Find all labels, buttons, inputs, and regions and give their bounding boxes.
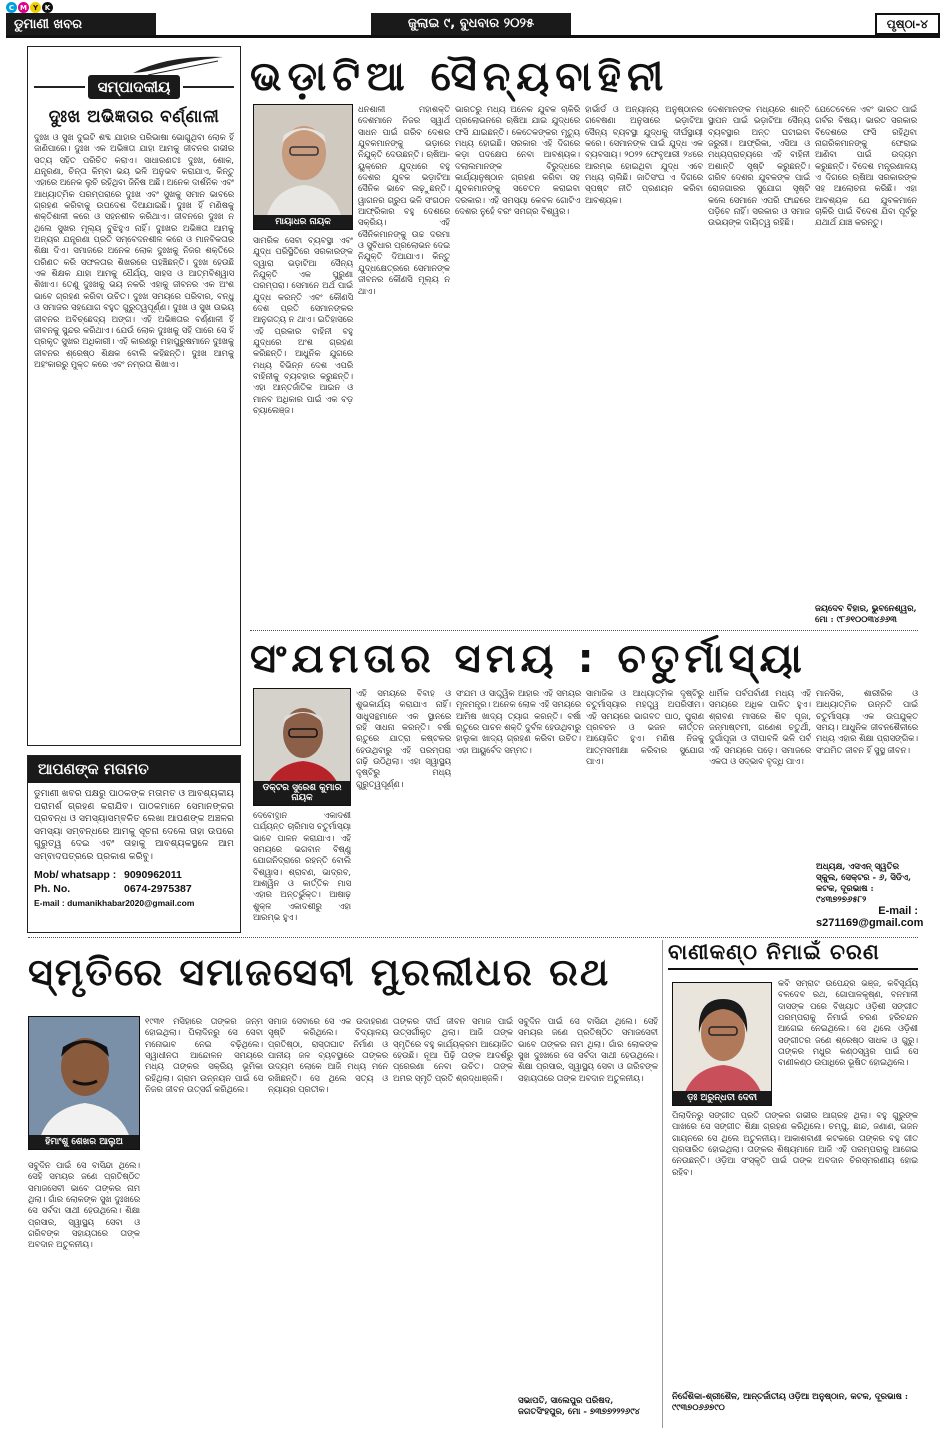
article3-col5: ସବୁଦିନ ପାଇଁ ସେ ବାସିନ୍ଦା ଥିଲେ। ସେହି ସମୟର ଜଣେ ପ୍ରତିଷ୍ଠିତ ସମାଜସେବୀ ଭାବେ ତାଙ୍କର ନାମ ଥିଲା। ଗାଁର ଲୋକଙ୍କ ସୁଖ ଦୁଃଖରେ ସେ ସର୍ବଦା ସାଥୀ ହେଉଥିଲେ। ଶିକ୍ଷା ପ୍ରସାର, ସ୍ୱାସ୍ଥ୍ୟ ସେବା ଓ ଗରିବଙ୍କ ସହାୟତାରେ ତାଙ୍କ ଅବଦାନ ଅତୁଳନୀୟ। xyxy=(518,1016,658,1083)
ph-label: Ph. No. xyxy=(34,883,71,895)
article2-col3: ସଂଯମ ଓ ସାତ୍ତ୍ୱିକ ଆହାର ଏହି ସମୟର ମୂଳମନ୍ତ୍ର। ଅନେକ ଲୋକ ଏହି ସମୟରେ ଆମିଷ ଖାଦ୍ୟ ତ୍ୟାଗ କରନ୍ତି। ବର୍ଷା ଋତୁରେ ପାଚନ ଶକ୍ତି ଦୁର୍ବଳ ହେଉଥିବାରୁ ହାଲୁକା ଖାଦ୍ୟ ଗ୍ରହଣ କରିବା ଉଚିତ। ଏହା ଆୟୁର୍ବେଦ ସମ୍ମତ। xyxy=(456,688,581,755)
article2-caption: ଡକ୍ଟର ସୁରେଶ କୁମାର ନାୟକ xyxy=(254,781,350,805)
cmyk-m: M xyxy=(18,2,29,13)
quill-icon xyxy=(128,53,228,77)
article1-col4: ହାର୍ଭାର୍ଡ ଓ ଅନ୍ୟାନ୍ୟ ଅନୁଷ୍ଠାନର ଗବେଷଣା ଅନୁସାରେ ଭଡ଼ାଟିଆ ସୈନ୍ୟ ବ୍ୟବସ୍ଥା ଯୁଦ୍ଧକୁ ଦୀର୍ଘସ୍ଥାୟୀ କରେ। ସେମାନଙ୍କ ପାଇଁ ଯୁଦ୍ଧ ଏକ ବ୍ୟବସାୟ। ୨୦୨୨ ଫେବୃଆରୀ ୨୪ରେ ଆରମ୍ଭ ହୋଇଥିବା ଯୁଦ୍ଧ ଏବେ ମଧ୍ୟ ଚାଲିଛି। ଜାତିସଂଘ ଏ ଦିଗରେ ସ୍ପଷ୍ଟ ନୀତି ପ୍ରଣୟନ କରିବା ଆବଶ୍ୟକ। xyxy=(585,104,703,205)
article3-col2: ୧୯୩୧ ମସିହାରେ ତାଙ୍କର ଜନ୍ମ ହୋଇଥିଲା। ପିଲାଦିନରୁ ସେ ସେବା ମନୋଭାବ ନେଇ ବଢ଼ିଥିଲେ। ସ୍ୱାଧୀନତା ଆନ୍ଦୋଳନ ସମୟରେ ମଧ୍ୟ ତାଙ୍କର ସକ୍ରିୟ ଭୂମିକା ରହିଥିଲା। ଗ୍ରାମ ଉନ୍ନୟନ ପାଇଁ ସେ ନିଜର ଜୀବନ ଉତ୍ସର୍ଗ କରିଥିଲେ। xyxy=(145,1016,263,1095)
article1-byline: ଜୟଦେବ ବିହାର, ଭୁବନେଶ୍ୱର, ମୋ : ୯୮୬୧୦୦୩୪୬୬୩ xyxy=(815,604,917,625)
article3-byline: ସଭାପତି, ସାଲେପୁର ପରିଷଦ, ଜଗତସିଂହପୁର, ମୋ - ୭୩୭୭୨୨୨୬୯୪ xyxy=(518,1396,640,1417)
article2-byline: ଅଧ୍ୟକ୍ଷ, ଏସଏନ୍ ସ୍ୱତିର ସ୍କୁଲ, ସେକ୍ଟର - ୬, ସିଡିଏ, କଟକ, ଦୂରଭାଷ : ୯୪୩୭୨୭୬୫୮୨ xyxy=(816,862,912,905)
email-label: E-mail : xyxy=(34,898,65,908)
article1-col2: ଧନଶାଳୀ ମହାଶକ୍ତି ଦେଶମାନେ ନିଜର ସ୍ୱାର୍ଥ ସାଧନ ପାଇଁ ଗରିବ ଦେଶର ଯୁବକମାନଙ୍କୁ ଭଡ଼ାରେ ନିଯୁକ୍ତି ଦେଉଛନ୍ତି। ଋଷିଆ-ୟୁକ୍ରେନ ଯୁଦ୍ଧରେ ବହୁ ଦେଶର ଯୁବକ ଭଡ଼ାଟିଆ ସୈନିକ ଭାବେ ଲଢ଼ୁଛନ୍ତି। ୱାଗନର ଗ୍ରୁପ ଭଳି ସଂଗଠନ ଆଫ୍ରିକାର ବହୁ ଦେଶରେ ସକ୍ରିୟ। ଏହି ସୈନିକମାନଙ୍କୁ ଉଚ୍ଚ ଦରମା ଓ ସୁବିଧାର ପ୍ରଲୋଭନ ଦେଇ ନିଯୁକ୍ତି ଦିଆଯାଏ। କିନ୍ତୁ ଯୁଦ୍ଧକ୍ଷେତ୍ରରେ ସେମାନଙ୍କ ଜୀବନର କୌଣସି ମୂଲ୍ୟ ନ ଥାଏ। xyxy=(358,104,450,296)
opinion-box xyxy=(27,755,241,933)
editorial-label: ସମ୍ପାଦକୀୟ xyxy=(88,75,181,99)
article1-col6: ଯେତେବେଳେ ଏବଂ ଭାରତ ପାଇଁ ଗର୍ବର ବିଷୟ। ଭାରତ ସରକାର ବିଦେଶରେ ଫସି ରହିଥିବା ନାଗରିକମାନଙ୍କୁ ଫେରାଇ ଆଣିବା ପାଇଁ ଉଦ୍ୟମ କରୁଛନ୍ତି। ବିଦେଶ ମନ୍ତ୍ରଣାଳୟ ଏ ଦିଗରେ ଋଷିଆ ସରକାରଙ୍କ ସହ ଆଲୋଚନା କରିଛି। ଏହା ଆବଶ୍ୟକ ଯେ ଯୁବକମାନେ ଚାକିରି ପାଇଁ ବିଦେଶ ଯିବା ପୂର୍ବରୁ ଯଥାର୍ଥ ଯାଞ୍ଚ କରନ୍ତୁ। xyxy=(815,104,917,228)
article1-col3: ଭାରତରୁ ମଧ୍ୟ ଅନେକ ଯୁବକ ଚାକିରି ପ୍ରଲୋଭନରେ ଋଷିଆ ଯାଇ ଯୁଦ୍ଧରେ ଫସି ଯାଇଛନ୍ତି। କେତେକଙ୍କର ମୃତ୍ୟୁ ମଧ୍ୟ ହୋଇଛି। ସରକାର ଏହି ଦିଗରେ କଡ଼ା ପଦକ୍ଷେପ ନେବା ଆବଶ୍ୟକ। ଦଲାଲମାନଙ୍କ ବିରୁଦ୍ଧରେ କାର୍ଯ୍ୟାନୁଷ୍ଠାନ ଗ୍ରହଣ କରିବା ସହ ଯୁବକମାନଙ୍କୁ ସଚେତନ କରାଇବା ଦରକାର। ଏହି ସମସ୍ୟା କେବଳ ଗୋଟିଏ ଦେଶର ନୁହେଁ ବରଂ ସମଗ୍ର ବିଶ୍ୱର। xyxy=(455,104,580,217)
article4-photo xyxy=(672,982,772,1106)
editorial-box xyxy=(27,46,241,746)
article3-col3: ସମାଜ ସେବାରେ ସେ ଏକ ଉଦାହରଣ ସୃଷ୍ଟି କରିଥିଲେ। ବିଦ୍ୟାଳୟ ପ୍ରତିଷ୍ଠା, ରାସ୍ତାଘାଟ ନିର୍ମାଣ ଓ ପାନୀୟ ଜଳ ବ୍ୟବସ୍ଥାରେ ତାଙ୍କର ଉଦ୍ୟମ ଲୋକେ ଆଜି ମଧ୍ୟ ମନେ ରଖିଛନ୍ତି। ସେ ଥିଲେ ସତ୍ୟ ଓ ନ୍ୟାୟର ପ୍ରତୀକ। xyxy=(268,1016,388,1095)
portrait-icon xyxy=(254,105,353,230)
email-address: dumanikhabar2020@gmail.com xyxy=(67,898,195,908)
article3-photo xyxy=(28,1016,140,1150)
portrait-icon xyxy=(673,983,772,1106)
article4-col2: ପିଲାଦିନରୁ ସଙ୍ଗୀତ ପ୍ରତି ତାଙ୍କର ଗଭୀର ଆଗ୍ରହ ଥିଲା। ବହୁ ଗୁରୁଙ୍କ ପାଖରେ ସେ ସଙ୍ଗୀତ ଶିକ୍ଷା ଗ୍ରହଣ କରିଥିଲେ। ଚମ୍ପୁ, ଛାନ୍ଦ, ଜଣାଣ, ଭଜନ ଗାୟନରେ ସେ ଥିଲେ ଅତୁଳନୀୟ। ଆକାଶବାଣୀ କଟକରେ ତାଙ୍କର ବହୁ ଗୀତ ପ୍ରସାରିତ ହୋଇଥିଲା। ତାଙ୍କର ଶିଷ୍ୟମାନେ ଆଜି ଏହି ପରମ୍ପରାକୁ ଆଗେଇ ନେଉଛନ୍ତି। ଓଡ଼ିଆ ସଂସ୍କୃତି ପାଇଁ ତାଙ୍କ ଅବଦାନ ଚିରସ୍ମରଣୀୟ ହୋଇ ରହିବ। xyxy=(672,1110,918,1177)
article3-col1: ସବୁଦିନ ପାଇଁ ସେ ବାସିନ୍ଦା ଥିଲେ। ସେହି ସମୟର ଜଣେ ପ୍ରତିଷ୍ଠିତ ସମାଜସେବୀ ଭାବେ ତାଙ୍କର ନାମ ଥିଲା। ଗାଁର ଲୋକଙ୍କ ସୁଖ ଦୁଃଖରେ ସେ ସର୍ବଦା ସାଥୀ ହେଉଥିଲେ। ଶିକ୍ଷା ପ୍ରସାର, ସ୍ୱାସ୍ଥ୍ୟ ସେବା ଓ ଗରିବଙ୍କ ସହାୟତାରେ ତାଙ୍କ ଅବଦାନ ଅତୁଳନୀୟ। xyxy=(28,1160,140,1250)
article2-email-label: E-mail : xyxy=(878,905,918,917)
editorial-headline: ଦୁଃଖ ଅଭିଜ୍ଞତାର ବର୍ଣ୍ଣାଳୀ xyxy=(48,107,220,127)
article2-headline: ସଂଯମତାର ସମୟ : ଚତୁର୍ମାସ୍ୟା xyxy=(250,636,807,682)
article1-headline: ଭଡ଼ାଟିଆ ସୈନ୍ୟବାହିନୀ xyxy=(250,54,670,100)
article4-col1: କବି ସମ୍ରାଟ ଉପେନ୍ଦ୍ର ଭଞ୍ଜ, କବିସୂର୍ଯ୍ୟ ବଳଦେବ ରଥ, ଗୋପାଳକୃଷ୍ଣ, ବନମାଳୀ ଦାସଙ୍କ ପରେ ବିଖ୍ୟାତ ଓଡ଼ିଶୀ ସଙ୍ଗୀତ ପରମ୍ପରାକୁ ନିମାଇଁ ଚରଣ ହରିଚନ୍ଦନ ଆଗେଇ ନେଇଥିଲେ। ସେ ଥିଲେ ଓଡ଼ିଶୀ ସଙ୍ଗୀତର ଜଣେ ଶ୍ରେଷ୍ଠ ସାଧକ ଓ ଗୁରୁ। ତାଙ୍କର ମଧୁର କଣ୍ଠସ୍ୱର ପାଇଁ ସେ ବାଣୀକଣ୍ଠ ଉପାଧିରେ ଭୂଷିତ ହୋଇଥିଲେ। xyxy=(778,978,918,1068)
article3-headline: ସ୍ମୃତିରେ ସମାଜସେବୀ ମୁରଲୀଧର ରଥ xyxy=(28,950,611,994)
ph-number: 0674-2975387 xyxy=(124,883,192,895)
article3-col4: ତାଙ୍କର ଦୀର୍ଘ ଜୀବନ ସମାଜ ପାଇଁ ଉତ୍ସର୍ଗୀକୃତ ଥିଲା। ଆଜି ତାଙ୍କ ସ୍ମୃତିରେ ବହୁ କାର୍ଯ୍ୟକ୍ରମ ଆୟୋଜିତ ହେଉଛି। ନୂଆ ପିଢ଼ି ତାଙ୍କ ଆଦର୍ଶରୁ ପ୍ରେରଣା ନେବା ଉଚିତ। ତାଙ୍କ ଅମର ସ୍ମୃତି ପ୍ରତି ଶ୍ରଦ୍ଧାଞ୍ଜଳି। xyxy=(393,1016,513,1083)
mob-number: 9090962011 xyxy=(124,869,182,881)
cmyk-y: Y xyxy=(30,2,41,13)
divider xyxy=(250,630,918,631)
article2-col5: ଧାର୍ମିକ ପର୍ବପର୍ବାଣୀ ମଧ୍ୟ ଏହି ସମୟରେ ଅଧିକ ପାଳିତ ହୁଏ। ଶ୍ରାବଣ ମାସରେ ଶିବ ପୂଜା, ଜନ୍ମାଷ୍ଟମୀ, ଗଣେଶ ଚତୁର୍ଥୀ, ଦୁର୍ଗାପୂଜା ଓ ଦୀପାବଳି ଭଳି ପର୍ବ ଏହି ସମୟରେ ପଡ଼େ। ସମାଜରେ ଏକତା ଓ ସଦ୍ଭାବ ବୃଦ୍ଧି ପାଏ। xyxy=(709,688,811,767)
article2-col2: ଏହି ସମୟରେ ବିବାହ ଓ ଶୁଭକାର୍ଯ୍ୟ କରାଯାଏ ନାହିଁ। ସାଧୁସନ୍ଥମାନେ ଏକ ସ୍ଥାନରେ ରହି ସାଧନା କରନ୍ତି। ବର୍ଷା ଋତୁରେ ଯାତ୍ରା କଷ୍ଟକର ହେଉଥିବାରୁ ଏହି ପରମ୍ପରା ଗଢ଼ି ଉଠିଥିଲା। ଏହା ସ୍ୱାସ୍ଥ୍ୟ ଦୃଷ୍ଟିରୁ ମଧ୍ୟ ଗୁରୁତ୍ୱପୂର୍ଣ୍ଣ। xyxy=(356,688,451,789)
editorial-body: ଦୁଃଖ ଓ ସୁଖ ଦୁଇଟି ଶବ୍ଦ ଯାହାର ପରିଭାଷା ଭୋଗୁଥିବା ଲୋକ ହିଁ ଜାଣିପାରେ। ଦୁଃଖ ଏକ ଅଭିଜ୍ଞତା ଯାହା ଆମକୁ ଜୀବନର ଗଭୀର ସତ୍ୟ ସହିତ ପରିଚିତ କରାଏ। ସାଧାରଣତଃ ଦୁଃଖ, ଶୋକ, ଯନ୍ତ୍ରଣା, ଚିନ୍ତା କିମ୍ବା ଭୟ ଭଳି ଅନୁଭବ କରାଯାଏ, କିନ୍ତୁ ଏହାରେ ଅନେକ ଲୁଚି ରହିଥିବା ଜିନିଷ ଅଛି। ଅନେକ ଦାର୍ଶନିକ ଏବଂ ଆଧ୍ୟାତ୍ମିକ ପରମ୍ପରାରେ ଦୁଃଖ ଏବଂ ସୁଖକୁ ସମାନ ଭାବରେ ଗ୍ରହଣ କରିବାକୁ ଉପଦେଶ ଦିଆଯାଇଛି। ଦୁଃଖ ହିଁ ମଣିଷକୁ ଶକ୍ତିଶାଳୀ କରେ ଓ ସହନଶୀଳ କରିଥାଏ। ଜୀବନରେ ଦୁଃଖ ନ ଥିଲେ ସୁଖର ମୂଲ୍ୟ ବୁଝିହୁଏ ନାହିଁ। ଦୁଃଖର ଅଭିଜ୍ଞତା ଆମକୁ ଅନ୍ୟର ଯନ୍ତ୍ରଣା ପ୍ରତି ସମ୍ବେଦନଶୀଳ କରେ ଓ ମାନବିକତାର ଶିକ୍ଷା ଦିଏ। ସମାଜରେ ଅନେକ ଲୋକ ଦୁଃଖକୁ ନିଜର ଶକ୍ତିରେ ପରିଣତ କରି ସଫଳତାର ଶିଖରରେ ପହଞ୍ଚିଛନ୍ତି। ଦୁଃଖ ହେଉଛି ଏକ ଶିକ୍ଷକ ଯାହା ଆମକୁ ଧୈର୍ଯ୍ୟ, ସାହସ ଓ ଆତ୍ମବିଶ୍ୱାସ ଶିଖାଏ। ତେଣୁ ଦୁଃଖକୁ ଭୟ ନକରି ଏହାକୁ ଜୀବନର ଏକ ଅଂଶ ଭାବେ ଗ୍ରହଣ କରିବା ଉଚିତ। ଦୁଃଖ ସମୟରେ ପରିବାର, ବନ୍ଧୁ ଓ ସମାଜର ସହଯୋଗ ବହୁତ ଗୁରୁତ୍ୱପୂର୍ଣ୍ଣ। ଦୁଃଖ ଓ ସୁଖ ଉଭୟ ଜୀବନର ଅବିଚ୍ଛେଦ୍ୟ ଅଙ୍ଗ। ଏହି ଅଭିଜ୍ଞତାର ବର୍ଣ୍ଣାଳୀ ହିଁ ଜୀବନକୁ ସୁନ୍ଦର କରିଥାଏ। ଯେଉଁ ଲୋକ ଦୁଃଖକୁ ସହି ପାରେ ସେ ହିଁ ପ୍ରକୃତ ସୁଖର ଅଧିକାରୀ। ଏହି କାରଣରୁ ମହାପୁରୁଷମାନେ ଦୁଃଖକୁ ଜୀବନର ଶ୍ରେଷ୍ଠ ଶିକ୍ଷକ ବୋଲି କହିଛନ୍ତି। ଦୁଃଖ ଆମକୁ ଅହଂକାରରୁ ମୁକ୍ତ କରେ ଏବଂ ନମ୍ରତା ଶିଖାଏ। xyxy=(34,132,234,369)
article2-photo xyxy=(253,688,351,806)
cmyk-c: C xyxy=(6,2,17,13)
article1-caption: ମାୟାଧର ନାୟକ xyxy=(254,215,352,229)
contact-block xyxy=(28,868,240,910)
editorial-section-label xyxy=(34,75,234,99)
mob-label: Mob/ whatsapp : xyxy=(34,869,117,881)
article2-col1: ଦେବୋତ୍ଥାନ ଏକାଦଶୀ ପର୍ଯ୍ୟନ୍ତ ଚାରିମାସ ଚତୁର୍ମାସ୍ୟା ଭାବେ ପାଳନ କରାଯାଏ। ଏହି ସମୟରେ ଭଗବାନ ବିଷ୍ଣୁ ଯୋଗନିଦ୍ରାରେ ରହନ୍ତି ବୋଲି ବିଶ୍ୱାସ। ଶ୍ରାବଣ, ଭାଦ୍ରବ, ଆଶ୍ୱିନ ଓ କାର୍ତ୍ତିକ ମାସ ଏହାର ଅନ୍ତର୍ଭୁକ୍ତ। ଆଷାଢ଼ ଶୁକ୍ଳ ଏକାଦଶୀରୁ ଏହା ଆରମ୍ଭ ହୁଏ। xyxy=(253,810,351,923)
article3-caption: ହିମାଂଶୁ ଶେଖର ଆଲୁଅ xyxy=(29,1135,139,1149)
column-divider xyxy=(662,940,663,1428)
issue-date: ଜୁଲାଇ ୯, ବୁଧବାର ୨୦୨୫ xyxy=(371,13,571,35)
cmyk-k: K xyxy=(42,2,53,13)
paper-name: ଡୁମାଣୀ ଖବର xyxy=(6,13,156,35)
article2-email: s271169@gmail.com xyxy=(816,917,924,929)
opinion-title: ଆପଣଙ୍କ ମତାମତ xyxy=(28,756,240,783)
article2-col4: ସାମାଜିକ ଓ ଆଧ୍ୟାତ୍ମିକ ଦୃଷ୍ଟିରୁ ଚତୁର୍ମାସ୍ୟାର ମହତ୍ତ୍ୱ ଅପରିସୀମ। ଏହି ସମୟରେ ଭାଗବତ ପାଠ, ପୁରାଣ ପ୍ରବଚନ ଓ ଭଜନ କୀର୍ତ୍ତନ ଆୟୋଜିତ ହୁଏ। ମଣିଷ ନିଜକୁ ଆତ୍ମସମୀକ୍ଷା କରିବାର ସୁଯୋଗ ପାଏ। xyxy=(586,688,704,767)
opinion-body: ଡୁମାଣୀ ଖବର ପକ୍ଷରୁ ପାଠକଙ୍କ ମତାମତ ଓ ଆବଶ୍ୟକୀୟ ପରାମର୍ଶ ଗ୍ରହଣ କରାଯିବ। ପାଠକମାନେ ସେମାନଙ୍କର ପ୍ରବନ୍ଧ ଓ ସମସ୍ୟାସମ୍ବଳିତ ଲେଖା ଆପଣଙ୍କ ଅଞ୍ଚଳର ସମସ୍ୟା ସମ୍ବନ୍ଧରେ ଆମକୁ ସୂଚନା ଦେଲେ ତାହା ଉପରେ ଗୁରୁତ୍ୱ ଦେଇ ଏବଂ ତାହାକୁ ଆବଶ୍ୟକସ୍ଥଳେ ଆମ ସମ୍ବାଦପତ୍ରରେ ପ୍ରକାଶ କରିବୁ। xyxy=(34,788,234,862)
article2-email-block xyxy=(816,905,924,929)
article4-caption: ଡ଼ଃ ଅରୁନ୍ଧତୀ ଦେବୀ xyxy=(673,1091,771,1105)
article4-headline: ବାଣୀକଣ୍ଠ ନିମାଇଁ ଚରଣ xyxy=(668,940,880,964)
divider xyxy=(28,937,918,938)
article4-byline: ନିର୍ଦ୍ଦେଶିକା-ଶ୍ରୀଶୈଳ, ଆନ୍ତର୍ଜାତୀୟ ଓଡ଼ିଆ ଅନୁଷ୍ଠାନ, କଟକ, ଦୂରଭାଷ : ୯୯୩୭୦୬୬୭୯୦ xyxy=(672,1392,909,1413)
portrait-icon xyxy=(29,1017,140,1150)
page-number: ପୃଷ୍ଠା-୪ xyxy=(875,13,940,35)
article1-col1: ସାମରିକ ସେବା ବ୍ୟବସ୍ଥା ଏବଂ ଯୁଦ୍ଧ ପରିସ୍ଥିତିରେ ସରକାରଙ୍କ ଦ୍ୱାରା ଭଡ଼ାଟିଆ ସୈନ୍ୟ ନିଯୁକ୍ତି ଏକ ପୁରୁଣା ପରମ୍ପରା। ସେମାନେ ଅର୍ଥ ପାଇଁ ଯୁଦ୍ଧ କରନ୍ତି ଏବଂ କୌଣସି ଦେଶ ପ୍ରତି ସେମାନଙ୍କର ଆନୁଗତ୍ୟ ନ ଥାଏ। ଇତିହାସରେ ଏହି ପ୍ରକାର ବାହିନୀ ବହୁ ଯୁଦ୍ଧରେ ଅଂଶ ଗ୍ରହଣ କରିଛନ୍ତି। ଆଧୁନିକ ଯୁଗରେ ମଧ୍ୟ ବିଭିନ୍ନ ଦେଶ ଏପରି ବାହିନୀକୁ ବ୍ୟବହାର କରୁଛନ୍ତି। ଏହା ଆନ୍ତର୍ଜାତିକ ଆଇନ ଓ ମାନବ ଅଧିକାର ପାଇଁ ଏକ ବଡ଼ ଚ୍ୟାଲେଞ୍ଜ। xyxy=(253,235,353,416)
article1-photo xyxy=(253,104,353,230)
masthead xyxy=(6,12,940,38)
article2-col6: ମାନସିକ, ଶାରୀରିକ ଓ ଆଧ୍ୟାତ୍ମିକ ଉନ୍ନତି ପାଇଁ ଚତୁର୍ମାସ୍ୟା ଏକ ଉପଯୁକ୍ତ ସମୟ। ଆଧୁନିକ ଜୀବନଶୈଳୀରେ ମଧ୍ୟ ଏହାର ଶିକ୍ଷା ପ୍ରାସଙ୍ଗିକ। ସଂଯମିତ ଜୀବନ ହିଁ ସୁସ୍ଥ ଜୀବନ। xyxy=(816,688,918,755)
article1-col5: ଦେଶମାନଙ୍କ ମଧ୍ୟରେ ଶାନ୍ତି ସ୍ଥାପନ ପାଇଁ ଭଡ଼ାଟିଆ ସୈନ୍ୟ ବ୍ୟବସ୍ଥାର ଅନ୍ତ ଘଟାଇବା ଜରୁରୀ। ଆଫ୍ରିକା, ଏସିଆ ଓ ମଧ୍ୟପ୍ରାଚ୍ୟରେ ଏହି ବାହିନୀ ଅଶାନ୍ତି ସୃଷ୍ଟି କରୁଛନ୍ତି। ଗରିବ ଦେଶର ଯୁବକଙ୍କ ପାଇଁ ରୋଜଗାରର ସୁଯୋଗ ସୃଷ୍ଟି କଲେ ସେମାନେ ଏପରି ଫାନ୍ଦରେ ପଡ଼ିବେ ନାହିଁ। ସରକାର ଓ ସମାଜ ଉଭୟଙ୍କ ଦାୟିତ୍ୱ ରହିଛି। xyxy=(708,104,810,228)
headline-underline xyxy=(668,968,918,970)
